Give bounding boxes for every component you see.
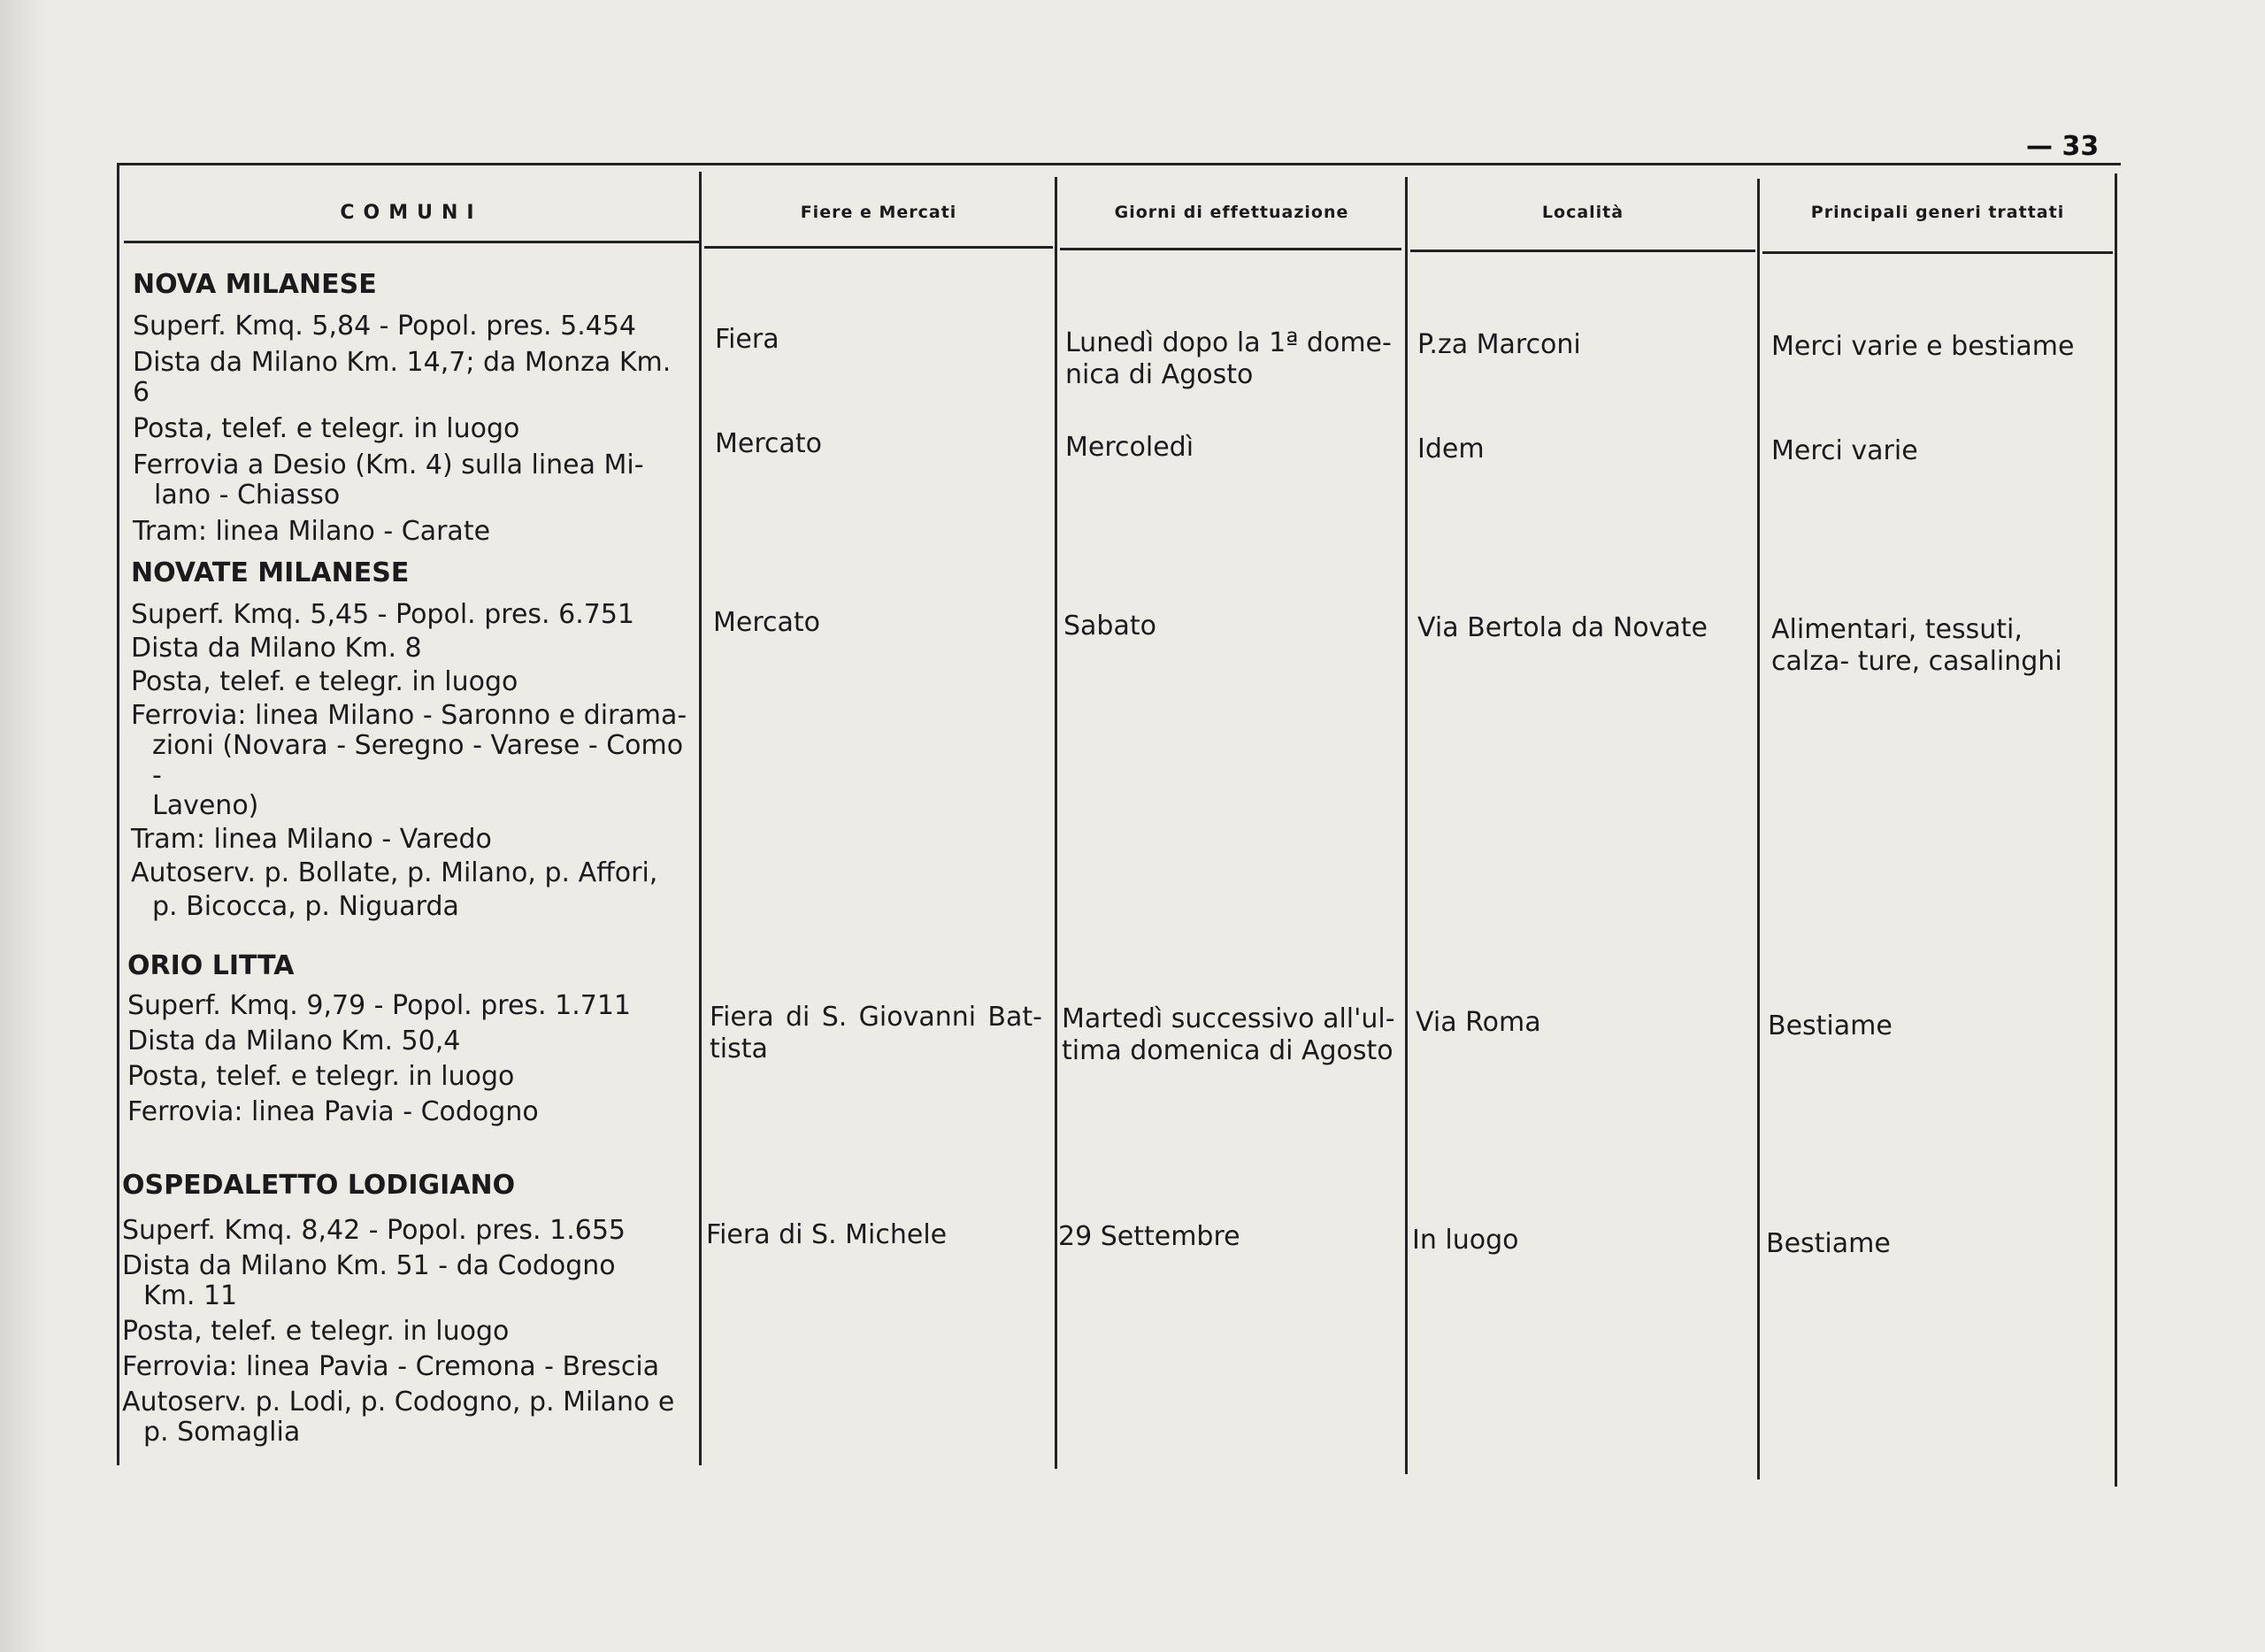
header-localita: Località	[1541, 203, 1624, 222]
event-generi: Merci varie e bestiame	[1771, 331, 2075, 362]
event-generi: Bestiame	[1768, 1010, 1893, 1041]
comune-info-line: Autoserv. p. Bollate, p. Milano, p. Affori,	[131, 857, 658, 888]
comune-info-line: Autoserv. p. Lodi, p. Codogno, p. Milano e	[122, 1387, 675, 1418]
comune-info-line: Posta, telef. e telegr. in luogo	[133, 413, 520, 444]
comune-info-line: Dista da Milano Km. 50,4	[127, 1026, 461, 1057]
comune-info-line: p. Somaglia	[143, 1417, 301, 1448]
event-tipo: Fiera di S. Giovanni Bat- tista	[710, 1002, 1042, 1064]
comune-info-line: Ferrovia: linea Milano - Saronno e dirama-	[131, 700, 687, 731]
column-divider	[699, 172, 702, 1465]
comune-info-line: Posta, telef. e telegr. in luogo	[131, 666, 518, 697]
comune-info-line: Superf. Kmq. 5,45 - Popol. pres. 6.751	[131, 599, 634, 630]
header-generi: Principali generi trattati	[1810, 203, 2065, 222]
event-giorni: Sabato	[1063, 611, 1156, 642]
event-tipo: Mercato	[713, 607, 821, 638]
comune-info-line: zioni (Novara - Seregno - Varese - Como -	[152, 730, 684, 791]
comune-info-line: lano - Chiasso	[154, 480, 341, 511]
comune-name: ORIO LITTA	[127, 950, 295, 981]
table-top-rule	[117, 163, 2121, 165]
comune-info-line: Tram: linea Milano - Varedo	[131, 824, 492, 855]
comune-info-line: p. Bicocca, p. Niguarda	[152, 891, 459, 922]
event-localita: Idem	[1417, 434, 1485, 465]
event-tipo: Fiera	[715, 324, 779, 355]
header-underline	[1060, 248, 1401, 250]
event-tipo: Fiera di S. Michele	[706, 1219, 948, 1250]
header-fiere-mercati: Fiere e Mercati	[800, 203, 957, 222]
comune-name: OSPEDALETTO LODIGIANO	[122, 1170, 516, 1201]
column-divider	[117, 163, 119, 1465]
event-giorni: Lunedì dopo la 1ª dome- nica di Agosto	[1065, 327, 1392, 390]
header-giorni: Giorni di effettuazione	[1114, 203, 1349, 222]
comune-info-line: Dista da Milano Km. 14,7; da Monza Km. 6	[133, 347, 672, 408]
event-generi: Bestiame	[1766, 1228, 1891, 1259]
comune-info-line: Superf. Kmq. 8,42 - Popol. pres. 1.655	[122, 1215, 626, 1246]
comune-name: NOVA MILANESE	[133, 269, 377, 300]
comune-info-line: Ferrovia a Desio (Km. 4) sulla linea Mi-	[133, 449, 644, 480]
comune-info-line: Ferrovia: linea Pavia - Cremona - Brescia	[122, 1351, 660, 1382]
event-localita: Via Roma	[1416, 1007, 1541, 1038]
event-localita: P.za Marconi	[1417, 329, 1581, 360]
column-divider	[2115, 173, 2117, 1487]
comune-info-line: Posta, telef. e telegr. in luogo	[127, 1061, 515, 1092]
page-number: — 33	[2026, 131, 2100, 162]
comune-info-line: Km. 11	[143, 1280, 238, 1311]
comune-name: NOVATE MILANESE	[131, 557, 410, 588]
comune-info-line: Ferrovia: linea Pavia - Codogno	[127, 1096, 539, 1127]
header-comuni: COMUNI	[340, 201, 483, 224]
event-tipo: Mercato	[715, 428, 823, 459]
event-giorni: 29 Settembre	[1058, 1221, 1240, 1252]
comune-block	[131, 557, 690, 922]
comune-info-line: Tram: linea Milano - Carate	[133, 516, 491, 547]
comune-info-line: Dista da Milano Km. 8	[131, 633, 422, 664]
event-giorni: Martedì successivo all'ul- tima domenica di Agosto	[1062, 1003, 1395, 1066]
event-localita: In luogo	[1412, 1225, 1519, 1256]
comune-block	[122, 1170, 690, 1448]
comune-block	[127, 950, 690, 1127]
column-divider	[1405, 177, 1408, 1474]
comune-info-line: Laveno)	[152, 790, 259, 821]
comune-block	[133, 269, 690, 547]
event-localita: Via Bertola da Novate	[1417, 612, 1708, 643]
comune-info-line: Dista da Milano Km. 51 - da Codogno	[122, 1250, 616, 1281]
comune-info-line: Superf. Kmq. 9,79 - Popol. pres. 1.711	[127, 990, 631, 1021]
page-binding-edge	[0, 0, 46, 1652]
column-divider	[1055, 177, 1057, 1469]
comune-info-line: Posta, telef. e telegr. in luogo	[122, 1316, 510, 1347]
event-generi: Alimentari, tessuti, calza- ture, casalinghi	[1771, 614, 2062, 677]
event-generi: Merci varie	[1771, 435, 1918, 466]
event-giorni: Mercoledì	[1065, 432, 1194, 463]
header-underline	[1762, 251, 2113, 254]
column-divider	[1757, 179, 1760, 1479]
header-underline	[1410, 250, 1755, 252]
comune-info-line: Superf. Kmq. 5,84 - Popol. pres. 5.454	[133, 311, 636, 342]
